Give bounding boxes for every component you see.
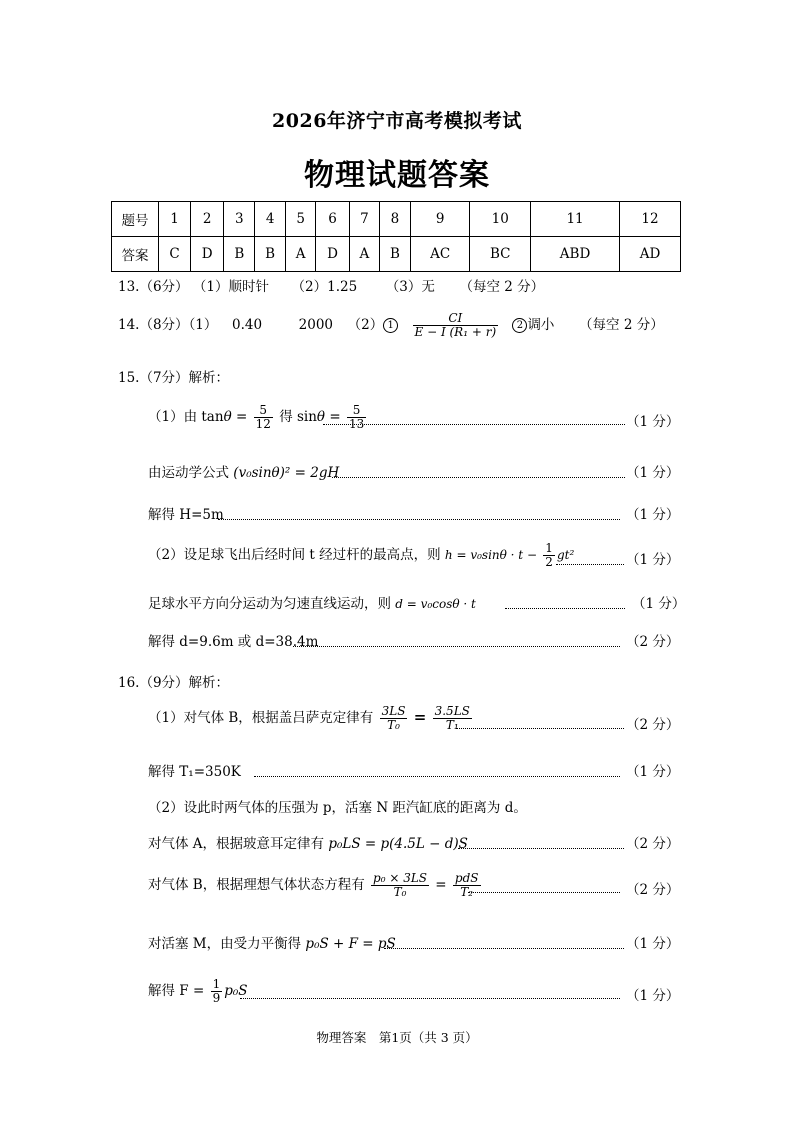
q13-part3: （3）无 [385, 279, 435, 295]
answer-cell: B [255, 237, 286, 272]
q16-line7-text: 解得 F = [148, 983, 205, 999]
question-number-cell: 7 [349, 202, 379, 237]
answer-cell: D [191, 237, 224, 272]
q15-line3: 解得 H=5m [148, 507, 224, 523]
table-header-cell: 答案 [112, 237, 159, 272]
q16-line1-score: （2 分） [626, 717, 680, 733]
q16-line2-score: （1 分） [626, 764, 680, 780]
q16-line6-score: （1 分） [626, 936, 680, 952]
page-footer: 物理答案 第1页（共 3 页） [316, 1030, 478, 1045]
fraction-denominator: T₀ [371, 885, 429, 899]
q15-line4-score: （1 分） [626, 552, 680, 568]
fraction-p0-3LS-T0 [371, 872, 429, 899]
fraction-denominator: 9 [212, 991, 221, 1005]
q15-line1: （1）由 tanθ = $\frac{5}{12}$ 得 sinθ = $\frac{5}{13}$ [148, 403, 365, 431]
answer-cell: B [224, 237, 255, 272]
circled-number-1: 1 [383, 318, 398, 333]
fraction-numerator: 5 [352, 403, 361, 417]
q14-value-2: 2000 [298, 317, 334, 333]
dot-leader [293, 646, 620, 647]
q15-line2-text: 由运动学公式 [148, 465, 229, 481]
q16-line1-text: （1）对气体 B，根据盖吕萨克定律有 [148, 710, 374, 726]
q16-line4-score: （2 分） [626, 836, 680, 852]
fraction-numerator: pdS [454, 871, 479, 885]
q16-line3: （2）设此时两气体的压强为 p，活塞 N 距汽缸底的距离为 d。 [148, 800, 527, 816]
dot-leader [218, 519, 620, 520]
question-number-cell: 8 [380, 202, 411, 237]
dot-leader [254, 776, 620, 777]
answer-table [111, 201, 681, 272]
question-number-cell: 3 [224, 202, 255, 237]
q16-line1: （1）对气体 B，根据盖吕萨克定律有 $\frac{3LS}{\text{T₀}}$ = $\frac{3.5LS}{\text{T₁}}$ [148, 704, 470, 732]
q16-line4-text: 对气体 A，根据玻意耳定律有 [148, 836, 325, 852]
answer-cell: D [316, 237, 349, 272]
q13-part2: （2）1.25 [291, 279, 358, 295]
fraction-3LS-T0 [380, 705, 408, 732]
exam-title: 2026年济宁市高考模拟考试 [272, 110, 522, 132]
q13-score-note: （每空 2 分） [459, 279, 545, 295]
question-number-cell: 4 [255, 202, 286, 237]
q13-part1: （1）顺时针 [192, 279, 269, 295]
dot-leader [458, 848, 624, 849]
q13-head: 13.（6分） [118, 279, 189, 295]
q16-line4 [148, 832, 468, 852]
fraction-numerator: 3LS [381, 704, 406, 718]
fraction-5-13 [347, 404, 366, 431]
q14-score-note: （每空 2 分） [579, 317, 664, 333]
q14-head: 14.（8分） [118, 317, 189, 333]
circled-number-2: 2 [512, 318, 527, 333]
q16-line7-score: （1 分） [626, 988, 680, 1004]
fraction-1-9 [211, 978, 223, 1005]
fraction-denominator: T₀ [380, 718, 408, 732]
question-number-cell: 9 [410, 202, 470, 237]
answer-cell: ABD [531, 237, 620, 272]
q16-line7-formula: p₀S [224, 983, 248, 999]
q15-line4-text: （2）设足球飞出后经时间 t 经过杆的最高点，则 [148, 547, 441, 563]
fraction-numerator: 1 [212, 977, 221, 991]
q16-head: 16.（9分）解析： [118, 675, 230, 691]
q15-line5-formula: d = v₀cosθ · t [395, 597, 476, 611]
q16-line6 [148, 932, 396, 952]
q13-line [118, 275, 544, 295]
fraction-numerator: p₀ × 3LS [373, 871, 428, 885]
q16-line2: 解得 T₁=350K [148, 764, 241, 780]
q15-line5 [148, 592, 476, 612]
q15-line2-score: （1 分） [626, 465, 680, 481]
q16-line4-formula: p₀LS = p(4.5L − d)S [328, 836, 468, 852]
q16-line5: 对气体 B，根据理想气体状态方程有 $\frac{\text{p₀ × 3LS}}{\text{T₀}}$ = $\frac{\text{pdS}}{\text{T₂}}$ [148, 871, 479, 899]
dot-leader [468, 892, 620, 893]
fraction-denominator: T₂ [453, 885, 481, 899]
q16-line5-text: 对气体 B，根据理想气体状态方程有 [148, 877, 365, 893]
dot-leader [240, 998, 620, 999]
q15-line4-formula-tail: gt² [556, 548, 575, 562]
q15-line6-score: （2 分） [626, 634, 680, 650]
q16-line5-score: （2 分） [626, 882, 680, 898]
q16-line6-text: 对活塞 M，由受力平衡得 [148, 936, 302, 952]
question-number-cell: 11 [531, 202, 620, 237]
question-number-cell: 1 [159, 202, 191, 237]
answer-cell: A [286, 237, 316, 272]
fraction-5-12 [254, 404, 273, 431]
q15-line3-score: （1 分） [626, 507, 680, 523]
q15-line5-text: 足球水平方向分运动为匀速直线运动，则 [148, 596, 391, 612]
dot-leader [384, 948, 624, 949]
answer-cell: A [349, 237, 379, 272]
q14-fraction-numerator: CI [448, 311, 463, 325]
question-number-cell: 12 [620, 202, 681, 237]
q15-line1-mid: 得 sin [279, 409, 317, 425]
table-header-cell: 题号 [112, 202, 159, 237]
fraction-1-2 [543, 542, 555, 569]
q15-line5-score: （1 分） [632, 596, 686, 612]
answer-cell: BC [470, 237, 531, 272]
q14-part1-label: （1） [188, 317, 218, 333]
q15-line2-formula: (v₀sinθ)² = 2gH [233, 465, 340, 481]
q16-line6-formula: p₀S + F = pS [305, 936, 396, 952]
q14-part2-label: （2） [347, 317, 384, 333]
q14-part2-answer: 调小 [527, 317, 555, 333]
fraction-denominator: 2 [545, 555, 553, 569]
dot-leader [456, 728, 624, 729]
fraction-numerator: 3.5LS [434, 704, 470, 718]
fraction-pdS-T2 [453, 872, 481, 899]
question-number-cell: 6 [316, 202, 349, 237]
q15-line6: 解得 d=9.6m 或 d=38.4m [148, 634, 319, 650]
q15-line1-score: （1 分） [626, 414, 680, 430]
fraction-denominator: T₁ [433, 718, 472, 732]
dot-leader [556, 564, 624, 565]
fraction-numerator: 1 [545, 541, 553, 555]
q15-line4 [148, 542, 574, 569]
answer-cell: C [159, 237, 191, 272]
question-number-cell: 5 [286, 202, 316, 237]
table-row-answers [112, 237, 681, 272]
q16-line7 [148, 978, 248, 1005]
dot-leader [323, 424, 625, 425]
q14-line [118, 312, 664, 339]
q15-line1-prefix: （1）由 tan [148, 409, 224, 425]
question-number-cell: 2 [191, 202, 224, 237]
fraction-denominator: 12 [255, 417, 271, 431]
q14-fraction [413, 312, 499, 339]
table-row-numbers [112, 202, 681, 237]
document-title: 物理试题答案 [304, 158, 490, 193]
question-number-cell: 10 [470, 202, 531, 237]
answer-cell: B [380, 237, 411, 272]
fraction-denominator: 13 [348, 417, 365, 431]
fraction-numerator: 5 [259, 403, 268, 417]
q15-head: 15.（7分）解析： [118, 370, 230, 386]
q15-line4-formula: h = v₀sinθ · t − [444, 548, 537, 562]
q14-value-1: 0.40 [232, 317, 263, 333]
answer-cell: AC [410, 237, 470, 272]
dot-leader [332, 477, 625, 478]
answer-cell: AD [620, 237, 681, 272]
dot-leader [505, 608, 625, 609]
q15-line2 [148, 461, 339, 481]
q14-fraction-denominator: E − I (R₁ + r) [414, 325, 497, 339]
